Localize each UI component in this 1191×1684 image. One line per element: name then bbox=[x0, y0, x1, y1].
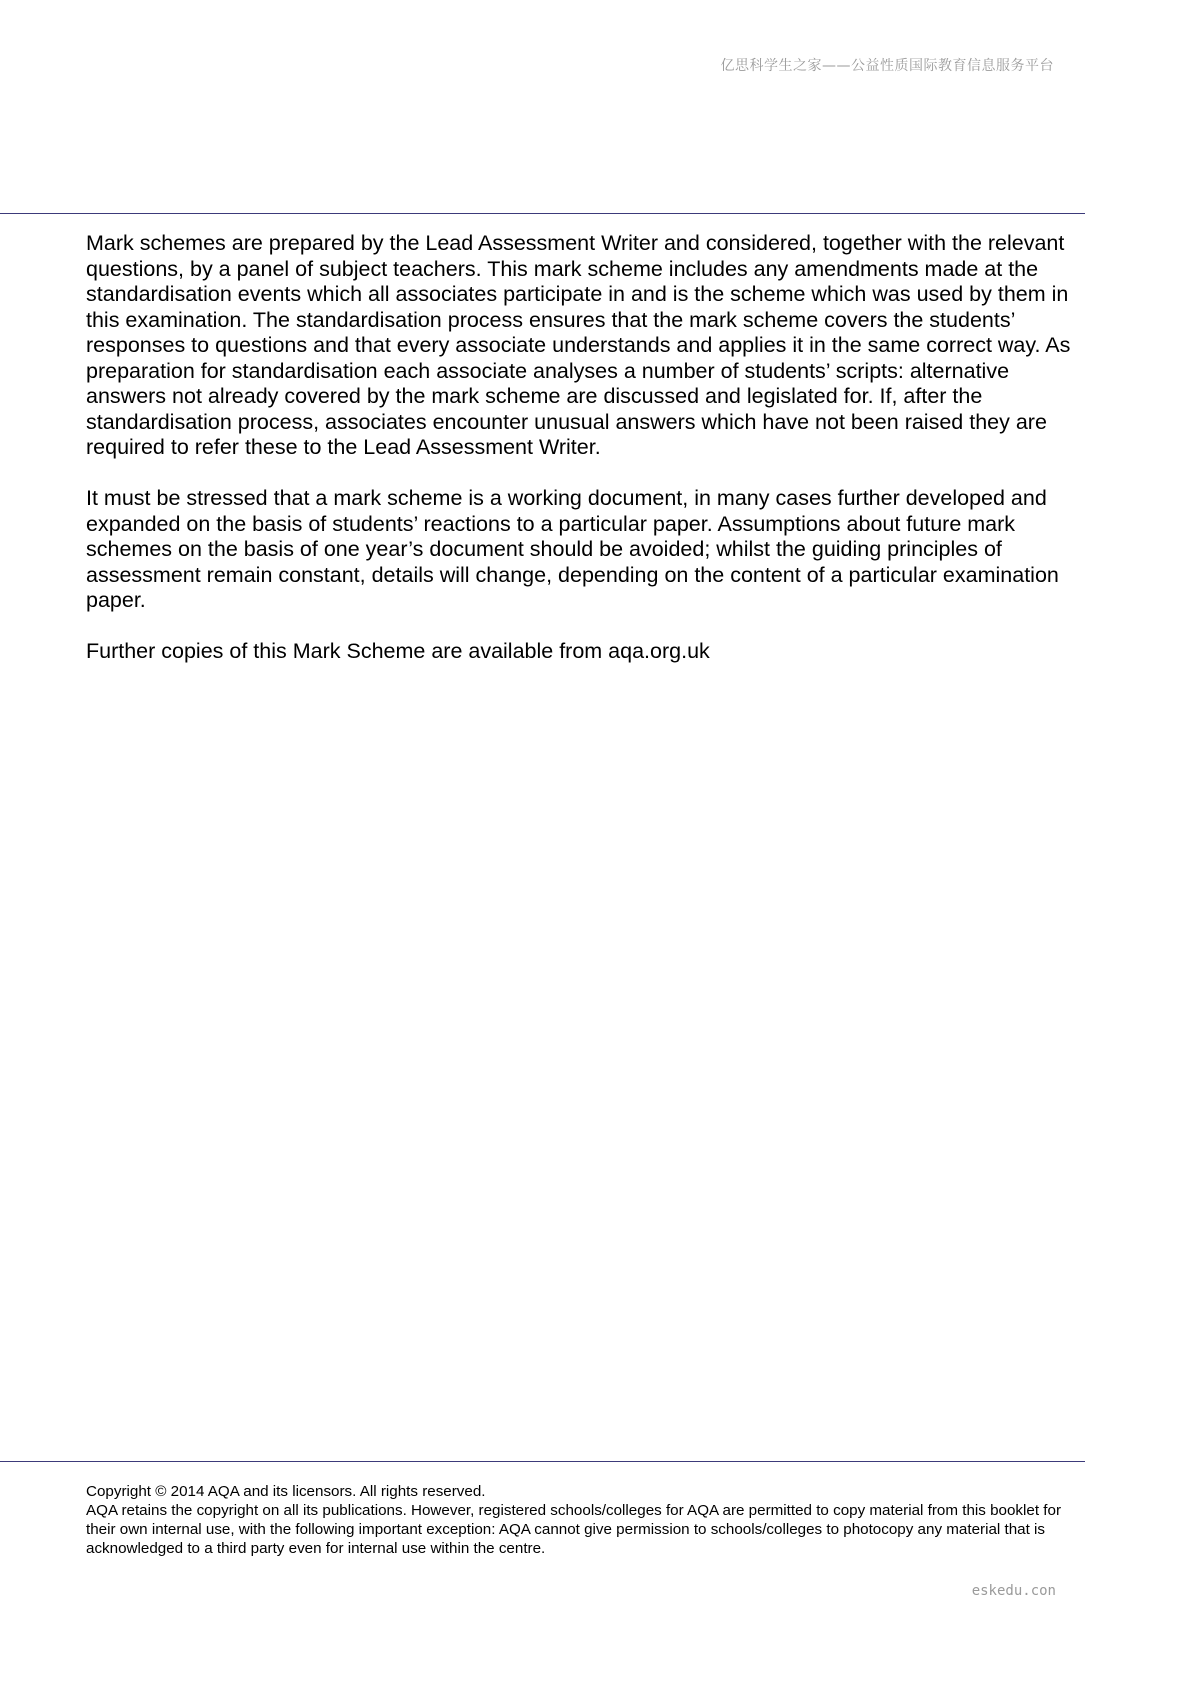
paragraph-working-document: It must be stressed that a mark scheme is a working document, in many cases further developed and expanded on the basis of students’ reactions to a particular paper. Assumptions about future mark schemes on the basis of one year’s document should be avoided; whilst the guiding principles of assessment remain constant, details will change, depending on the content of a particular examination paper. bbox=[86, 486, 1059, 612]
mark-scheme-intro bbox=[86, 231, 1092, 690]
paragraph-further-copies: Further copies of this Mark Scheme are available from aqa.org.uk bbox=[86, 639, 710, 663]
footer-copyright bbox=[86, 1482, 1092, 1558]
copyright-line: Copyright © 2014 AQA and its licensors. All rights reserved. bbox=[86, 1483, 486, 1500]
header-watermark: 亿思科学生之家——公益性质国际教育信息服务平台 bbox=[720, 58, 1054, 74]
copyright-notice: AQA retains the copyright on all its publications. However, registered schools/colleges for AQA are permitted to copy material from this booklet for their own internal use, with the following important exception: AQA cannot give permission to schools/colleges to photocopy any material that is acknowledged to a third party even for internal use within the centre. bbox=[86, 1502, 1062, 1557]
paragraph-standardisation: Mark schemes are prepared by the Lead Assessment Writer and considered, together with the relevant questions, by a panel of subject teachers. This mark scheme includes any amendments made at the standardisation events which all associates participate in and is the scheme which was used by them in this examination. The standardisation process ensures that the mark scheme covers the students’ responses to questions and that every associate understands and applies it in the same correct way. As preparation for standardisation each associate analyses a number of students’ scripts: alternative answers not already covered by the mark scheme are discussed and legislated for. If, after the standardisation process, associates encounter unusual answers which have not been raised they are required to refer these to the Lead Assessment Writer. bbox=[86, 231, 1071, 459]
footer-watermark: eskedu.con bbox=[971, 1583, 1056, 1599]
header-divider bbox=[0, 213, 1085, 214]
footer-divider bbox=[0, 1461, 1085, 1462]
